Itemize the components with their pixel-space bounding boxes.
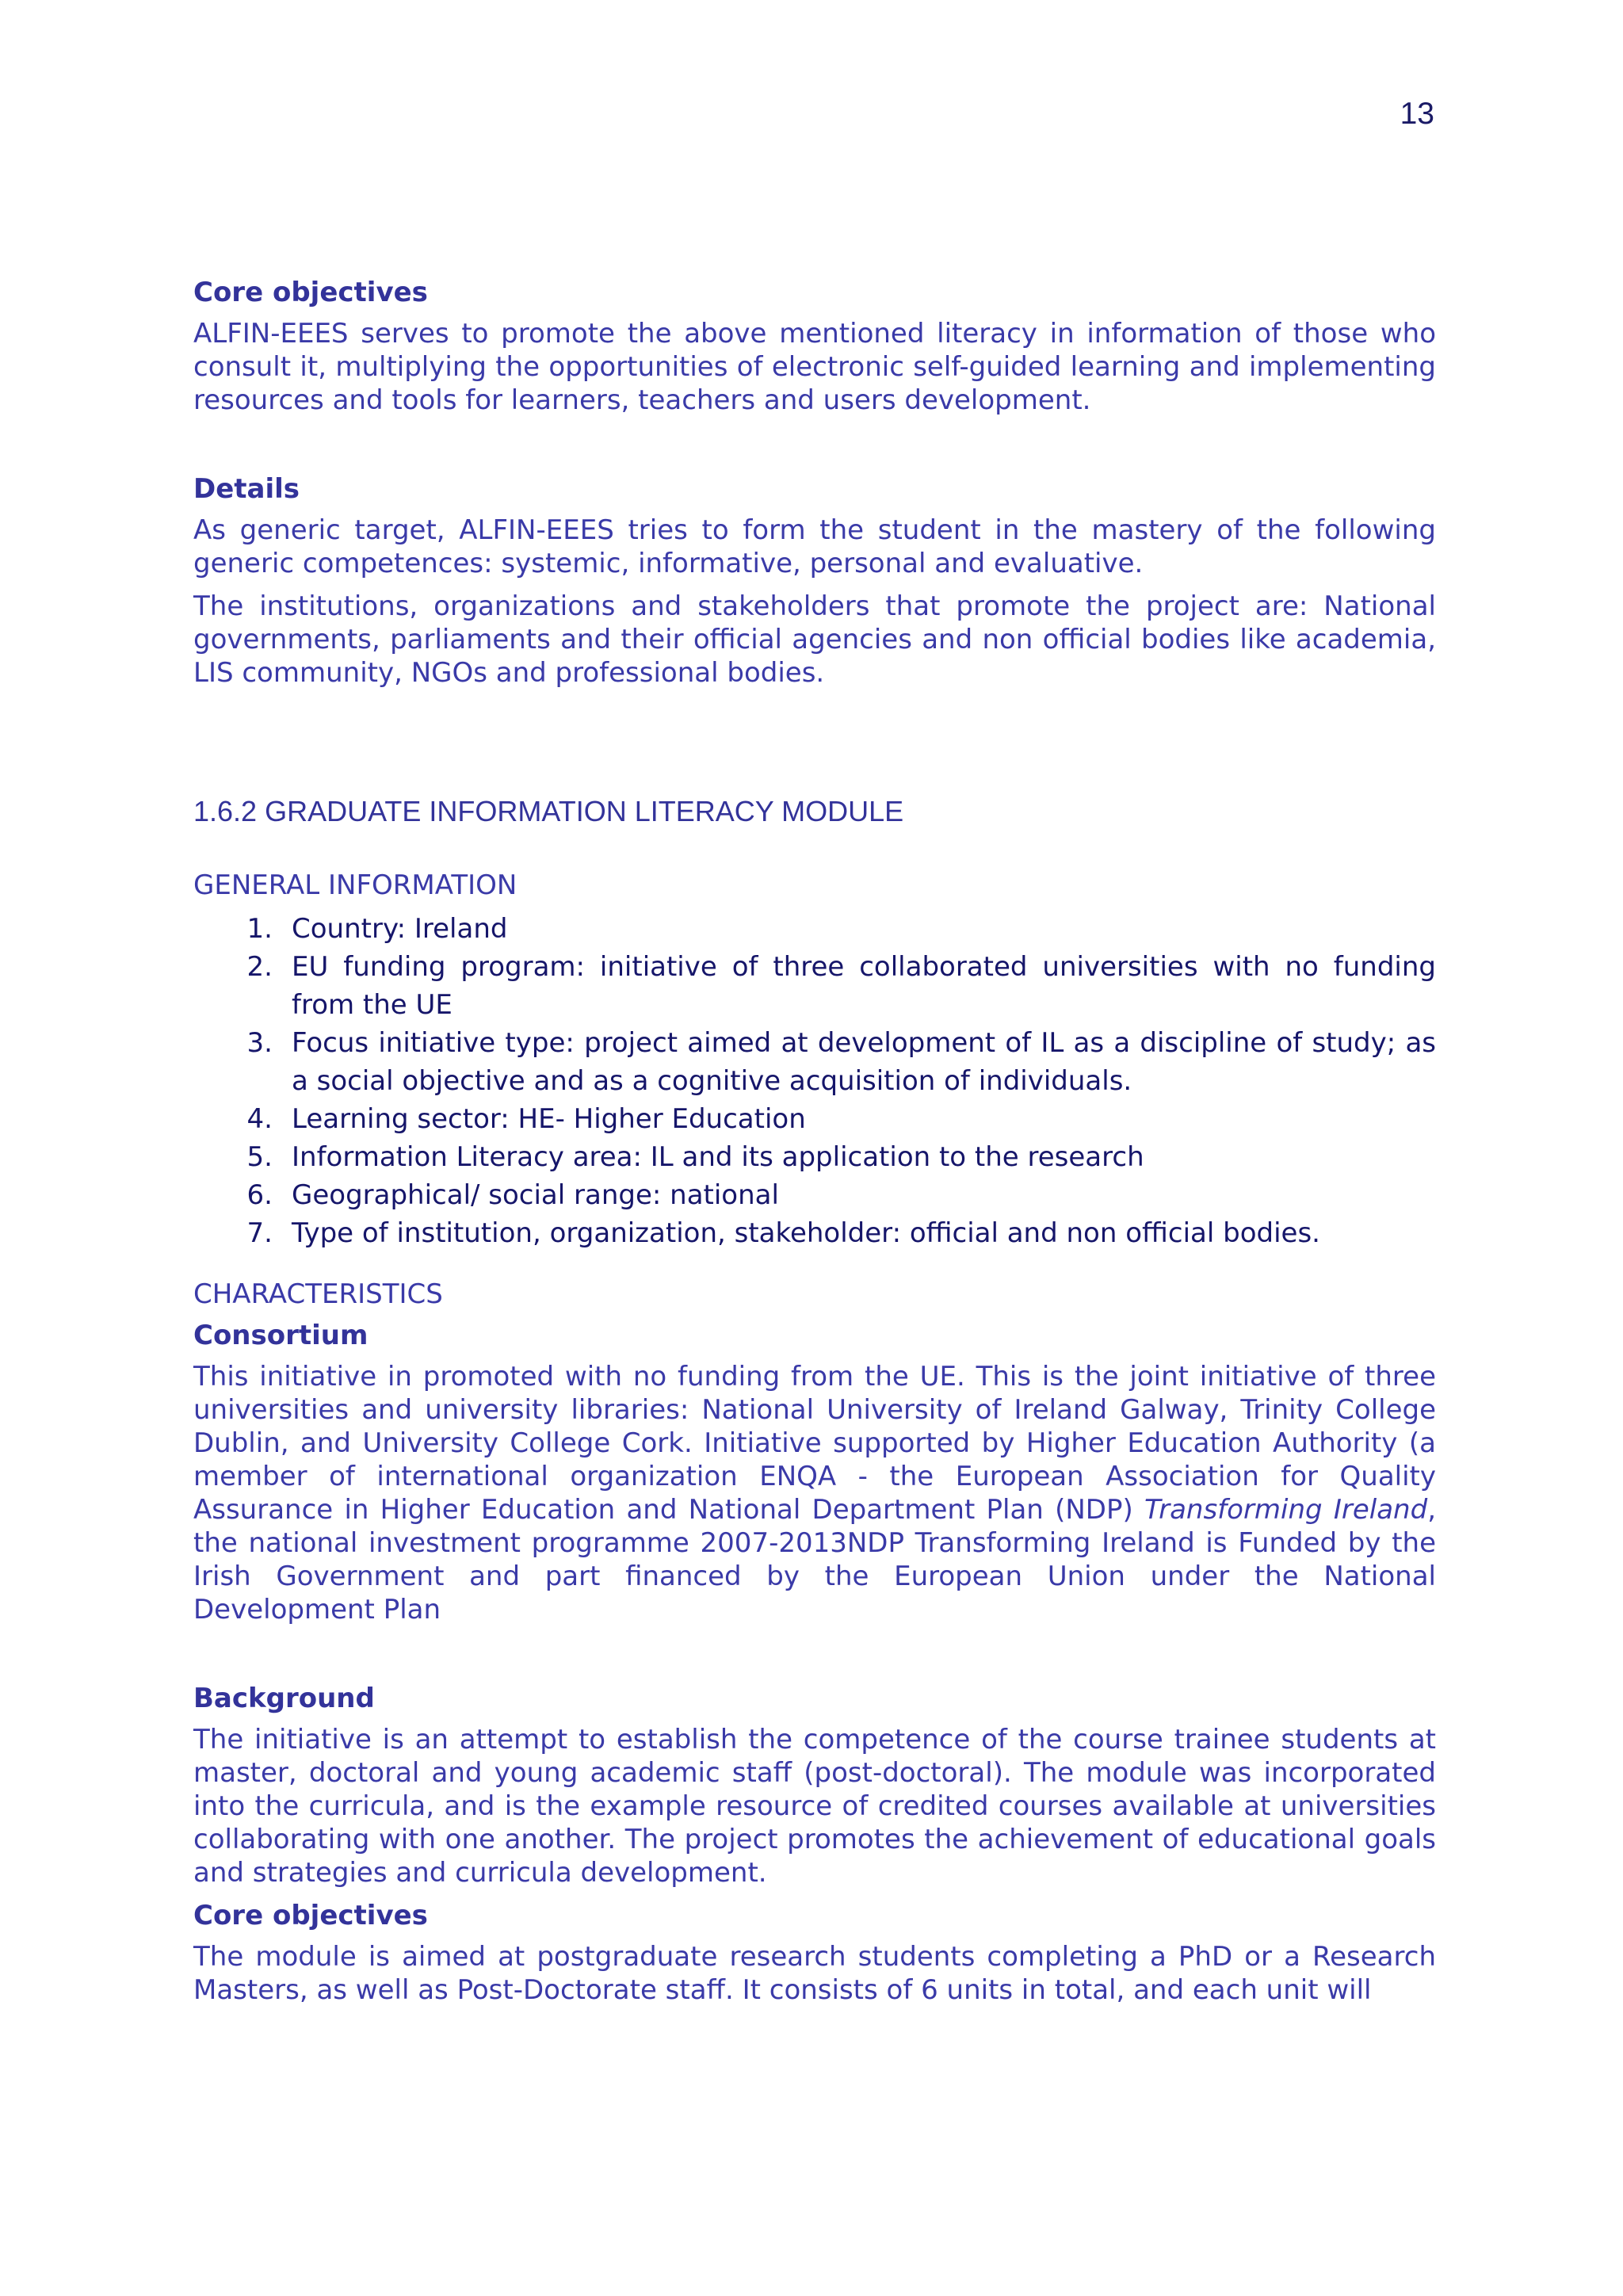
core-objectives-paragraph-2: The module is aimed at postgraduate research students completing a PhD or a Research Masters, as well as Post-Doctorate staff. It consists of 6 units in total, and each unit will [193, 1941, 1436, 2006]
core-objectives-heading-2: Core objectives [193, 1900, 428, 1931]
list-item: 1. Country: Ireland [246, 913, 508, 945]
list-item: 6. Geographical/ social range: national [246, 1179, 779, 1211]
details-heading: Details [193, 473, 300, 505]
consortium-heading: Consortium [193, 1320, 369, 1351]
characteristics-label: CHARACTERISTICS [193, 1278, 443, 1310]
general-information-label: GENERAL INFORMATION [193, 869, 517, 901]
details-paragraph-1: As generic target, ALFIN-EEES tries to form the student in the mastery of the following generic competences: systemic, informative, personal and evaluative. [193, 514, 1436, 579]
page-number: 13 [1400, 97, 1434, 131]
italic-text: Transforming Ireland [1144, 1494, 1428, 1526]
list-item: 3. Focus initiative type: project aimed at development of IL as a discipline of study; as a social objective and as a cognitive acquisition of individuals. [246, 1027, 1436, 1097]
document-body [193, 276, 1436, 2016]
consortium-paragraph: This initiative in promoted with no funding from the UE. This is the joint initiative of three universities and university libraries: National University of Ireland Galway, Trinity College Dublin, and University College Cork. Initiative supported by Higher Education Authority (a member of international organization ENQA - the European Association for Quality Assurance in Higher Education and National Department Plan (NDP) Transforming Ireland, the national investment programme 2007-2013NDP Transforming Ireland is Funded by the Irish Government and part financed by the European Union under the National Development Plan [193, 1361, 1437, 1626]
core-objectives-heading: Core objectives [193, 277, 428, 308]
section-title: 1.6.2 GRADUATE INFORMATION LITERACY MODULE [193, 795, 904, 827]
background-paragraph: The initiative is an attempt to establish the competence of the course trainee students at master, doctoral and young academic staff (post-doctoral). The module was incorporated into the curricula, and is the example resource of credited courses available at universities collaborating with one another. The project promotes the achievement of educational goals and strategies and curricula development. [193, 1724, 1436, 1889]
background-heading: Background [193, 1683, 375, 1714]
list-item: 5. Information Literacy area: IL and its application to the research [246, 1141, 1144, 1173]
details-paragraph-2: The institutions, organizations and stakeholders that promote the project are: National governments, parliaments and their official agencies and non official bodies like academia, LIS community, NGOs and professional bodies. [193, 590, 1436, 689]
list-item: 2. EU funding program: initiative of three collaborated universities with no funding from the UE [246, 951, 1436, 1021]
list-item: 7. Type of institution, organization, stakeholder: official and non official bodies. [246, 1217, 1320, 1249]
core-objectives-paragraph: ALFIN-EEES serves to promote the above mentioned literacy in information of those who consult it, multiplying the opportunities of electronic self-guided learning and implementing resources and tools for learners, teachers and users development. [193, 318, 1436, 416]
general-information-list [193, 910, 1436, 1252]
list-item: 4. Learning sector: HE- Higher Education [246, 1103, 806, 1135]
